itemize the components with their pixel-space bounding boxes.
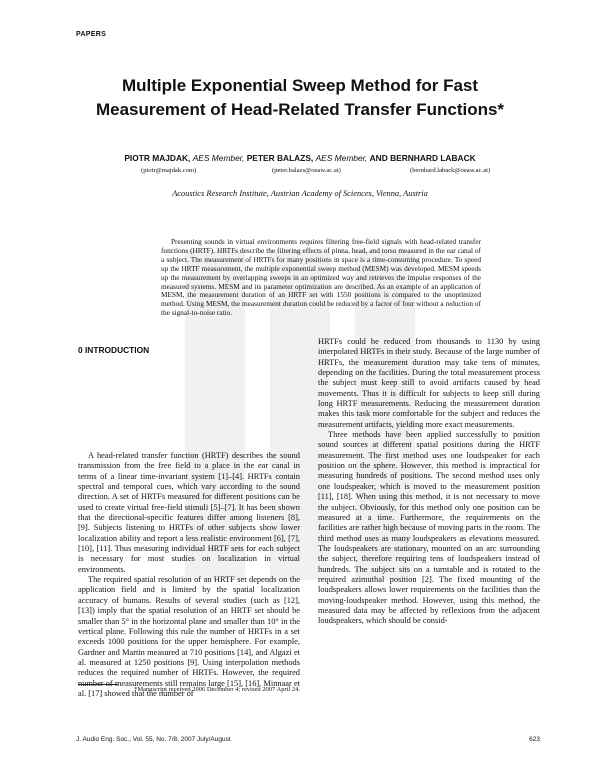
author-email: (bernhard.laback@oeaw.ac.at) bbox=[410, 167, 491, 174]
footnote: *Manuscript received 2006 December 4; revised 2007 April 24. bbox=[134, 686, 300, 693]
page-footer bbox=[76, 736, 540, 743]
author-name: PIOTR MAJDAK, bbox=[124, 153, 191, 163]
title-line-2: Measurement of Head-Related Transfer Functions* bbox=[95, 100, 505, 119]
author-email: (piotr@majdak.com) bbox=[141, 167, 197, 174]
title-line-1: Multiple Exponential Sweep Method for Fast bbox=[121, 76, 479, 95]
paragraph: HRTFs could be reduced from thousands to 1130 by using interpolated HRTFs in their study. Because of the large number of HRTFs, the measurement duration may take tens of minutes, depending on the facilities. During the total measurement process the subject must keep still to avoid artifacts caused by head movements. Thus it is difficult for subjects to keep still during long HRTF measurements. Reducing the measurement duration makes this task more comfortable for the subject and reduces the measurement artifacts, yielding more exact measurements. bbox=[318, 337, 540, 429]
right-column bbox=[318, 337, 540, 627]
author-email: (peter.balazs@oeaw.ac.at) bbox=[272, 167, 341, 174]
paper-title bbox=[60, 74, 540, 122]
section-heading: 0 INTRODUCTION bbox=[78, 345, 150, 355]
paragraph: A head-related transfer function (HRTF) describes the sound transmission from the free field to a place in the ear canal in terms of a linear time-invariant system [1]–[4]. HRTFs contain spectral and temporal cues, which vary according to the sound direction. A set of HRTFs measured for different positions can be used to create virtual free-field stimuli [5]–[7]. It has been shown that the directional-specific features differ among listeners [8], [9]. Subjects listening to HRTFs of other subjects show lower localization ability and report a less realistic environment [6], [7], [10], [11]. Thus measuring individual HRTF sets for each subject is necessary for most studies on localization in virtual environments. bbox=[78, 451, 300, 574]
page-number: 623 bbox=[529, 736, 540, 743]
author-role: AES Member, bbox=[192, 153, 245, 163]
left-column bbox=[78, 451, 300, 699]
author-name: AND BERNHARD LABACK bbox=[369, 153, 476, 163]
affiliation: Acoustics Research Institute, Austrian Academy of Sciences, Vienna, Austria bbox=[172, 189, 428, 198]
author-role: AES Member, bbox=[315, 153, 368, 163]
abstract: Presenting sounds in virtual environments requires filtering free-field signals with head-related transfer functions (HRTF). HRTFs describe the filtering effects of pinna, head, and torso measured in the ear canal of a subject. The measurement of HRTFs for many positions in space is a time-consuming procedure. To speed up the HRTF measurement, the multiple exponential sweep method (MESM) was developed. MESM speeds up the measurement by overlapping sweeps in an optimized way and retrieves the impulse responses of the measured systems. MESM and its parameter optimization are described. As an example of an application of MESM, the measurement duration of an HRTF set with 1550 positions is compared to the unoptimized method. Using MESM, the measurement duration could be reduced by a factor of four without a reduction of the signal-to-noise ratio. bbox=[161, 237, 481, 318]
footnote-rule bbox=[78, 684, 118, 685]
journal-citation: J. Audio Eng. Soc., Vol. 55, No. 7/8, 2007 July/August bbox=[76, 736, 231, 743]
paragraph: Three methods have been applied successfully to position sound sources at different spatial positions during the HRTF measurement. The first method uses one loudspeaker for each position on the sphere. However, this method is impractical for measuring hundreds of positions. The second method uses only one loudspeaker, which is moved to the measurement position [11], [18]. When using this method, it is not necessary to move the subject. Obviously, for this method only one position can be measured at a time. Furthermore, the requirements on the facilities are rather high because of moving parts in the room. The third method uses as many loudspeakers as elevations measured. The loudspeakers are stationary, mounted on an arc surrounding the subject, therefore requiring tens of loudspeakers instead of hundreds. The subject sits on a turntable and is rotated to the required azimuthal position [2]. The fixed mounting of the loudspeakers allows lower requirements on the facilities than the moving-loudspeaker method. However, using this method, the measured data may be affected by reflexions from the adjacent loudspeakers, which should be consid- bbox=[318, 430, 540, 626]
paragraph: The required spatial resolution of an HRTF set depends on the application field and is limited by the spatial localization accuracy of humans. Results of several studies (such as [12], [13]) imply that the spatial resolution of an HRTF set should be smaller than 5° in the horizontal plane and smaller than 10° in the vertical plane. Following this rule the number of HRTFs in a set exceeds 1000 positions for the upper hemisphere. For example, Gardner and Martin measured at 710 positions [14], and Algazi et al. measured at 1250 positions [9]. Using interpolation methods reduces the required number of HRTFs. However, the required number of measurements still remains large [15], [16]. Minnaar et al. [17] showed that the number of bbox=[78, 575, 300, 698]
author-name: PETER BALAZS, bbox=[246, 153, 314, 163]
author-list bbox=[60, 153, 540, 163]
section-tag: PAPERS bbox=[76, 31, 107, 38]
